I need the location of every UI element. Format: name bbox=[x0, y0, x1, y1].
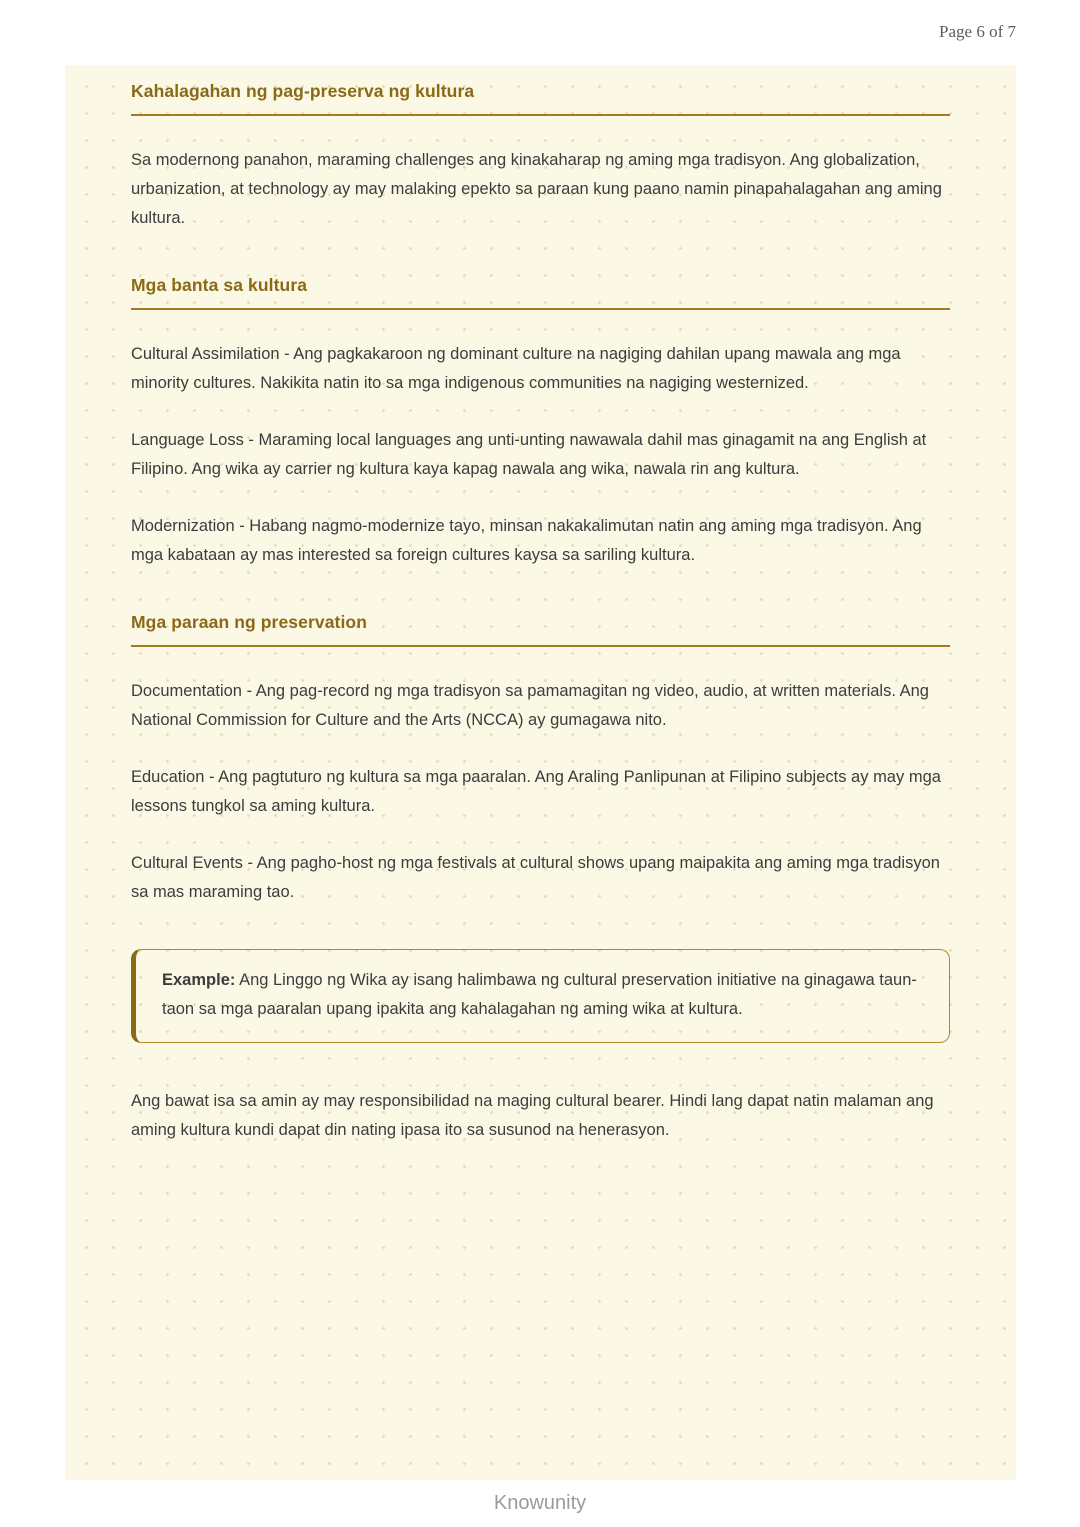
paragraph-cultural-events: Cultural Events - Ang pagho-host ng mga festivals at cultural shows upang maipakita ang aming mga tradisyon sa mas maraming tao. bbox=[131, 854, 940, 901]
example-callout bbox=[131, 949, 950, 1043]
paragraph-closing: Ang bawat isa sa amin ay may responsibilidad na maging cultural bearer. Hindi lang dapat natin malaman ang aming kultura kundi dapat din nating ipasa ito sa susunod na henerasyon. bbox=[131, 1092, 934, 1139]
paragraph-documentation: Documentation - Ang pag-record ng mga tradisyon sa pamamagitan ng video, audio, at written materials. Ang National Commission for Culture and the Arts (NCCA) ay gumagawa nito. bbox=[131, 682, 929, 729]
example-callout-text bbox=[162, 966, 923, 1024]
example-callout-label: Example: bbox=[162, 971, 236, 989]
section-heading-mga-banta: Mga banta sa kultura bbox=[131, 275, 950, 310]
page-number: Page 6 of 7 bbox=[939, 22, 1016, 41]
example-callout-body: Ang Linggo ng Wika ay isang halimbawa ng cultural preservation initiative na ginagawa taun-taon sa mga paaralan upang ipakita ang kahalagahan ng aming wika at kultura. bbox=[162, 971, 917, 1018]
paragraph-language-loss: Language Loss - Maraming local languages ang unti-unting nawawala dahil mas ginagamit na ang English at Filipino. Ang wika ay carrier ng kultura kaya kapag nawala ang wika, nawala rin ang kultura. bbox=[131, 431, 927, 478]
section-heading-mga-paraan: Mga paraan ng preservation bbox=[131, 612, 950, 647]
document-paper bbox=[65, 65, 1016, 1480]
paragraph-modernization: Modernization - Habang nagmo-modernize tayo, minsan nakakalimutan natin ang aming mga tradisyon. Ang mga kabataan ay mas interested sa foreign cultures kaysa sa sariling kultura. bbox=[131, 517, 922, 564]
knowunity-footer-logo: Knowunity bbox=[493, 1492, 587, 1514]
paragraph-education: Education - Ang pagtuturo ng kultura sa mga paaralan. Ang Araling Panlipunan at Filipino subjects ay may mga lessons tungkol sa aming kultura. bbox=[131, 768, 941, 815]
paragraph-intro: Sa modernong panahon, maraming challenges ang kinakaharap ng aming mga tradisyon. Ang globalization, urbanization, at technology ay may malaking epekto sa paraan kung paano namin pinapahalagahan ang aming kultura. bbox=[131, 151, 942, 227]
section-heading-kahalagahan: Kahalagahan ng pag-preserva ng kultura bbox=[131, 81, 950, 116]
paragraph-cultural-assimilation: Cultural Assimilation - Ang pagkakaroon ng dominant culture na nagiging dahilan upang mawala ang mga minority cultures. Nakikita natin ito sa mga indigenous communities na nagiging westernized. bbox=[131, 345, 901, 392]
document-content bbox=[65, 65, 1016, 1145]
